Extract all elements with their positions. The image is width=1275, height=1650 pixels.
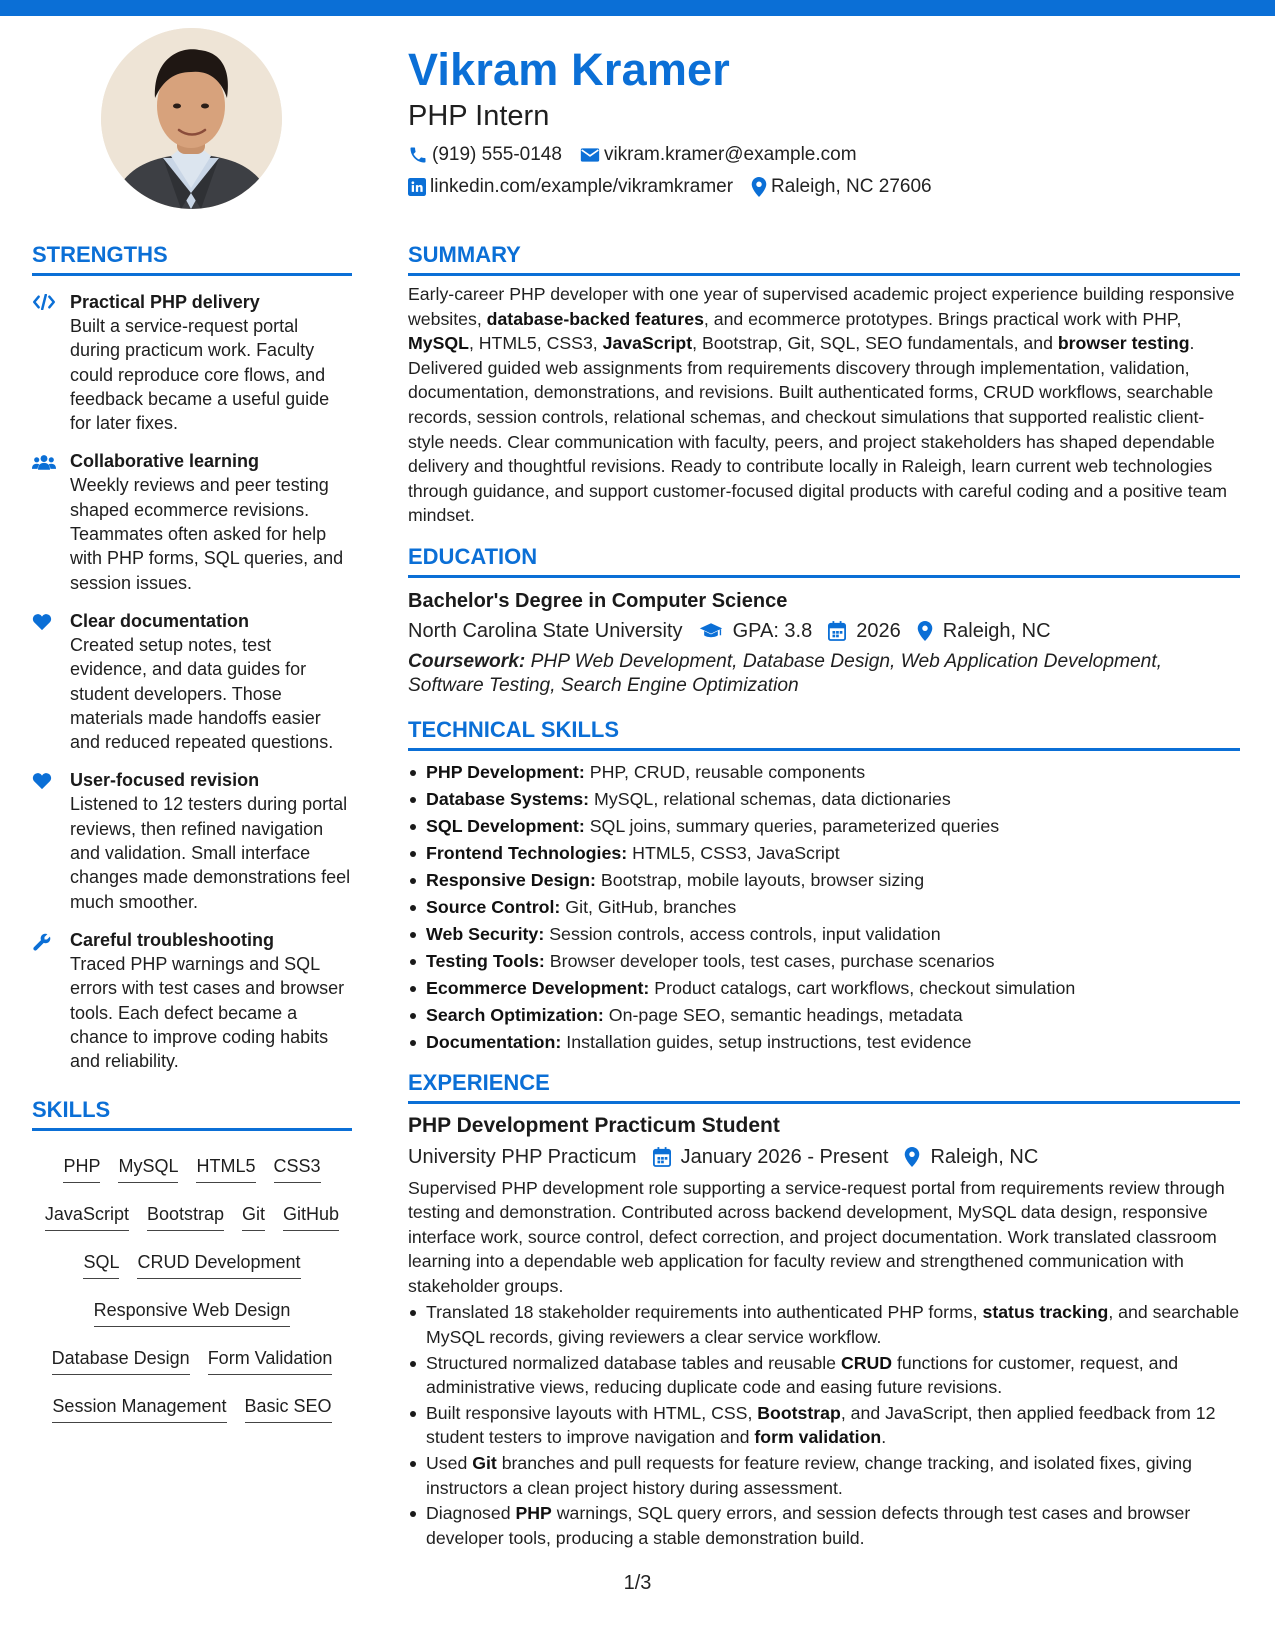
job-dates: January 2026 - Present: [680, 1145, 889, 1168]
list-item: Web Security: Session controls, access controls, input validation: [408, 921, 1240, 948]
experience-heading: EXPERIENCE: [408, 1068, 1240, 1104]
strength-title: User-focused revision: [70, 770, 260, 791]
code-icon: [32, 294, 56, 310]
heart-icon: [32, 772, 52, 790]
strength-desc: Traced PHP warnings and SQL errors with test cases and browser tools. Each defect became a chance to improve coding habits and reliability.: [70, 953, 345, 1072]
job-description: Supervised PHP development role supporting a service-request portal from requirements review through testing and demonstration. Contributed across backend development, MySQL data design, responsive interface work, source control, defect correction, and project documentation. Work translated classroom learning into a dependable web application for faculty review and strengthened communication with stakeholder groups.: [408, 1177, 1225, 1296]
top-accent-bar: [0, 0, 1275, 16]
skill-chip: Form Validation: [208, 1341, 333, 1375]
summary-heading: SUMMARY: [408, 240, 1240, 276]
strength-desc: Listened to 12 testers during portal reviews, then refined navigation and validation. Small interface changes made demonstrations feel much smoother.: [70, 794, 351, 912]
map-pin-icon: [751, 177, 767, 197]
candidate-role: PHP Intern: [408, 100, 550, 132]
right-column: [408, 240, 1240, 1551]
strengths-heading: STRENGTHS: [32, 240, 352, 276]
strength-desc: Created setup notes, test evidence, and data guides for student developers. Those materials made handoffs easier and reduced repeated questions.: [70, 634, 334, 753]
technical-skills-heading: TECHNICAL SKILLS: [408, 715, 1240, 751]
job-meta: [408, 1142, 1240, 1172]
strength-item: [32, 290, 352, 435]
skill-chip: Basic SEO: [245, 1389, 332, 1423]
graduation-year: 2026: [856, 619, 901, 642]
envelope-icon: [580, 147, 600, 163]
school-name: North Carolina State University: [408, 619, 683, 642]
list-item: Structured normalized database tables and reusable CRUD functions for customer, request, and administrative views, reducing duplicate code and easing future revisions.: [408, 1351, 1240, 1400]
list-item: Built responsive layouts with HTML, CSS, Bootstrap, and JavaScript, then applied feedback from 12 student testers to improve navigation and form validation.: [408, 1401, 1240, 1450]
organization-name: University PHP Practicum: [408, 1145, 637, 1168]
phone-icon: [408, 145, 428, 165]
education-location: Raleigh, NC: [942, 619, 1051, 642]
skill-chip: Bootstrap: [147, 1197, 224, 1231]
profile-photo: [101, 28, 282, 209]
skill-chip: Git: [242, 1197, 265, 1231]
skill-chip: PHP: [63, 1149, 100, 1183]
calendar-icon: [653, 1147, 671, 1167]
list-item: Ecommerce Development: Product catalogs, cart workflows, checkout simulation: [408, 975, 1240, 1002]
email-contact[interactable]: [580, 144, 857, 166]
list-item: Frontend Technologies: HTML5, CSS3, JavaScript: [408, 840, 1240, 867]
list-item: SQL Development: SQL joins, summary queries, parameterized queries: [408, 813, 1240, 840]
skill-chip: JavaScript: [45, 1197, 129, 1231]
job-title: PHP Development Practicum Student: [408, 1113, 780, 1137]
list-item: Testing Tools: Browser developer tools, test cases, purchase scenarios: [408, 948, 1240, 975]
users-icon: [32, 453, 56, 471]
strength-desc: Weekly reviews and peer testing shaped ecommerce revisions. Teammates often asked for help with PHP forms, SQL queries, and session issues.: [70, 475, 344, 593]
graduation-cap-icon: [699, 622, 723, 640]
list-item: Source Control: Git, GitHub, branches: [408, 894, 1240, 921]
list-item: Used Git branches and pull requests for feature review, change tracking, and isolated fixes, giving instructors a clean project history during assessment.: [408, 1451, 1240, 1500]
skill-chip: SQL: [83, 1245, 119, 1279]
strength-desc: Built a service-request portal during practicum work. Faculty could reproduce core flows, and feedback became a useful guide for later fixes.: [70, 316, 330, 434]
phone-text: (919) 555-0148: [432, 144, 562, 165]
skill-chip: CSS3: [274, 1149, 321, 1183]
skill-chip: MySQL: [118, 1149, 178, 1183]
job-location: Raleigh, NC: [930, 1145, 1039, 1168]
calendar-icon: [828, 621, 846, 641]
map-pin-icon: [917, 621, 933, 641]
strength-title: Practical PHP delivery: [70, 292, 260, 312]
phone-contact: [408, 144, 562, 166]
candidate-name: Vikram Kramer: [408, 44, 730, 95]
email-text: vikram.kramer@example.com: [603, 144, 857, 165]
skill-chip: CRUD Development: [137, 1245, 300, 1279]
page-number: 1/3: [623, 1572, 652, 1594]
linkedin-contact[interactable]: [408, 176, 733, 198]
heart-icon: [32, 613, 52, 631]
map-pin-icon: [904, 1147, 920, 1167]
list-item: Search Optimization: On-page SEO, semantic headings, metadata: [408, 1002, 1240, 1029]
experience-bullets: [408, 1300, 1240, 1550]
strength-item: [32, 768, 352, 913]
list-item: Database Systems: MySQL, relational schemas, data dictionaries: [408, 786, 1240, 813]
list-item: Translated 18 stakeholder requirements into authenticated PHP forms, status tracking, and searchable MySQL records, giving reviewers a clear service workflow.: [408, 1300, 1240, 1349]
strength-title: Clear documentation: [70, 610, 250, 631]
skills-chip-list: [32, 1131, 352, 1429]
coursework: Coursework: PHP Web Development, Database Design, Web Application Development, Software Testing, Search Engine Optimization: [408, 650, 1162, 697]
location-text: Raleigh, NC 27606: [771, 176, 932, 197]
left-column: [32, 240, 352, 1429]
strength-item: [32, 449, 352, 594]
skill-chip: GitHub: [283, 1197, 339, 1231]
list-item: Responsive Design: Bootstrap, mobile layouts, browser sizing: [408, 867, 1240, 894]
skills-heading: SKILLS: [32, 1095, 352, 1131]
summary-paragraph: Early-career PHP developer with one year of supervised academic project experience building responsive websites, database-backed features, and ecommerce prototypes. Brings practical work with PHP, MySQL, HTML5, CSS3, JavaScript, Bootstrap, Git, SQL, SEO fundamentals, and browser testing. Delivered guided web assignments from requirements discovery through implementation, validation, documentation, demonstrations, and revisions. Built authenticated forms, CRUD workflows, searchable records, session controls, relational schemas, and checkout simulations that supported realistic client-style needs. Clear communication with faculty, peers, and project stakeholders has shaped dependable delivery and thoughtful revisions. Ready to contribute locally in Raleigh, learn current web technologies through guidance, and support customer-focused digital products with careful coding and a positive team mindset.: [408, 284, 1235, 526]
skill-chip: Responsive Web Design: [94, 1293, 291, 1327]
strength-item: [32, 609, 352, 754]
wrench-icon: [32, 932, 52, 952]
strength-item: [32, 928, 352, 1073]
list-item: PHP Development: PHP, CRUD, reusable components: [408, 759, 1240, 786]
linkedin-text: linkedin.com/example/vikramkramer: [430, 176, 734, 197]
resume-header: [408, 44, 1238, 202]
location-contact: [751, 176, 932, 198]
list-item: Documentation: Installation guides, setup instructions, test evidence: [408, 1029, 1240, 1056]
technical-skills-list: [408, 759, 1240, 1056]
education-meta: [408, 616, 1240, 646]
linkedin-icon: [408, 178, 426, 196]
skill-chip: HTML5: [196, 1149, 255, 1183]
education-heading: EDUCATION: [408, 542, 1240, 578]
skill-chip: Session Management: [52, 1389, 226, 1423]
gpa-text: GPA: 3.8: [732, 619, 813, 642]
strength-title: Careful troubleshooting: [70, 929, 274, 950]
degree-title: Bachelor's Degree in Computer Science: [408, 589, 788, 612]
list-item: Diagnosed PHP warnings, SQL query errors, and session defects through test cases and browser developer tools, producing a stable demonstration build.: [408, 1501, 1240, 1550]
strength-title: Collaborative learning: [70, 451, 260, 472]
skill-chip: Database Design: [52, 1341, 190, 1375]
